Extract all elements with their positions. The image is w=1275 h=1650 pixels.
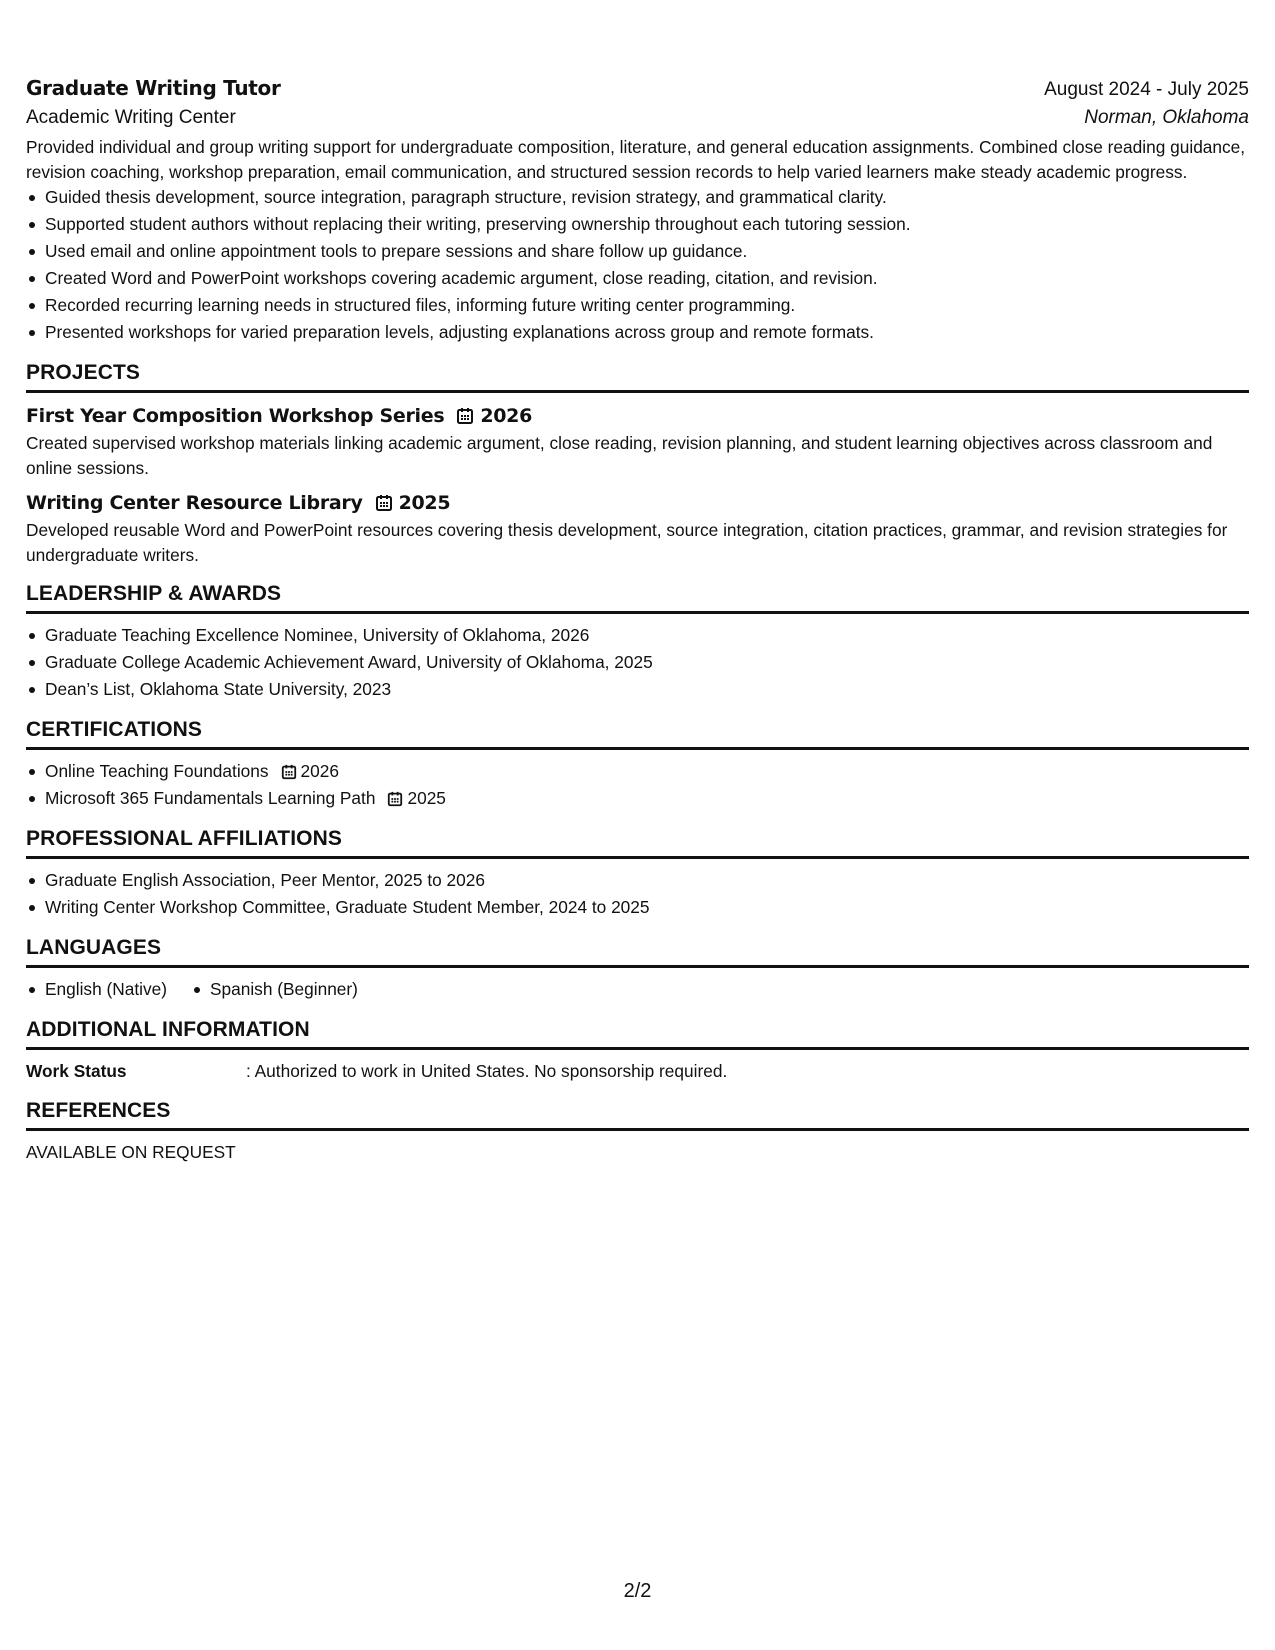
list-item: Supported student authors without replacing their writing, preserving ownership throughout each tutoring session. [26, 211, 1249, 238]
project-header [26, 401, 1249, 431]
section-heading: LEADERSHIP & AWARDS [26, 579, 1249, 614]
section-heading: REFERENCES [26, 1096, 1249, 1131]
list-item: Graduate Teaching Excellence Nominee, University of Oklahoma, 2026 [26, 622, 1249, 649]
affiliations-section [26, 824, 1249, 921]
project-description: Created supervised workshop materials linking academic argument, close reading, revision planning, and student learning objectives across classroom and online sessions. [26, 433, 1213, 478]
list-item: Created Word and PowerPoint workshops covering academic argument, close reading, citation, and revision. [26, 265, 1249, 292]
references-section [26, 1096, 1249, 1165]
project-year: 2026 [480, 405, 533, 427]
project-header [26, 488, 1249, 518]
list-item: Spanish (Beginner) [191, 976, 358, 1003]
section-heading: PROJECTS [26, 358, 1249, 393]
page-number: 2/2 [623, 1580, 652, 1602]
certifications-list [26, 758, 1249, 812]
calendar-icon [456, 407, 474, 425]
project-name: First Year Composition Workshop Series [26, 405, 445, 427]
list-item: Recorded recurring learning needs in structured files, informing future writing center programming. [26, 292, 1249, 319]
experience-entry [26, 76, 1249, 346]
job-subheader [26, 107, 1249, 129]
additional-info-section [26, 1015, 1249, 1084]
certification-name: Online Teaching Foundations [45, 761, 269, 781]
project-name: Writing Center Resource Library [26, 492, 363, 514]
calendar-icon [375, 494, 393, 512]
list-item: English (Native) [26, 976, 167, 1003]
certification-year: 2026 [300, 761, 339, 781]
list-item: Used email and online appointment tools to prepare sessions and share follow up guidance. [26, 238, 1249, 265]
list-item: Graduate English Association, Peer Mentor, 2025 to 2026 [26, 867, 1249, 894]
list-item [26, 758, 1249, 785]
certification-year: 2025 [407, 788, 446, 808]
job-bullets [26, 184, 1249, 346]
list-item: Dean’s List, Oklahoma State University, 2023 [26, 676, 1249, 703]
list-item: Presented workshops for varied preparation levels, adjusting explanations across group and remote formats. [26, 319, 1249, 346]
job-dates: August 2024 - July 2025 [1044, 79, 1249, 100]
certification-name: Microsoft 365 Fundamentals Learning Path [45, 788, 376, 808]
work-status-row [26, 1058, 1249, 1084]
list-item [26, 785, 1249, 812]
section-heading: LANGUAGES [26, 933, 1249, 968]
job-title: Graduate Writing Tutor [26, 76, 281, 100]
list-item: Graduate College Academic Achievement Award, University of Oklahoma, 2025 [26, 649, 1249, 676]
references-text: AVAILABLE ON REQUEST [26, 1142, 236, 1162]
project-item [26, 401, 1249, 480]
job-header [26, 76, 1249, 101]
languages-list [26, 976, 1249, 1003]
list-item: Guided thesis development, source integration, paragraph structure, revision strategy, and grammatical clarity. [26, 184, 1249, 211]
calendar-icon [387, 791, 403, 807]
resume-page [26, 76, 1249, 1165]
calendar-icon [281, 764, 297, 780]
languages-section [26, 933, 1249, 1003]
awards-section [26, 579, 1249, 703]
project-year: 2025 [398, 492, 451, 514]
affiliations-list [26, 867, 1249, 921]
awards-list [26, 622, 1249, 703]
section-heading: PROFESSIONAL AFFILIATIONS [26, 824, 1249, 859]
job-summary: Provided individual and group writing support for undergraduate composition, literature, and general education assignments. Combined close reading guidance, revision coaching, workshop preparation, email communication, and structured session records to help varied learners make steady academic progress. [26, 137, 1246, 182]
job-location: Norman, Oklahoma [1084, 107, 1249, 128]
section-heading: ADDITIONAL INFORMATION [26, 1015, 1249, 1050]
project-item [26, 488, 1249, 567]
work-status-label: Work Status [26, 1061, 127, 1081]
work-status-value: : Authorized to work in United States. No sponsorship required. [246, 1061, 728, 1081]
project-description: Developed reusable Word and PowerPoint resources covering thesis development, source integration, citation practices, grammar, and revision strategies for undergraduate writers. [26, 520, 1228, 565]
job-organization: Academic Writing Center [26, 107, 236, 128]
section-heading: CERTIFICATIONS [26, 715, 1249, 750]
certifications-section [26, 715, 1249, 812]
projects-section [26, 358, 1249, 567]
list-item: Writing Center Workshop Committee, Graduate Student Member, 2024 to 2025 [26, 894, 1249, 921]
